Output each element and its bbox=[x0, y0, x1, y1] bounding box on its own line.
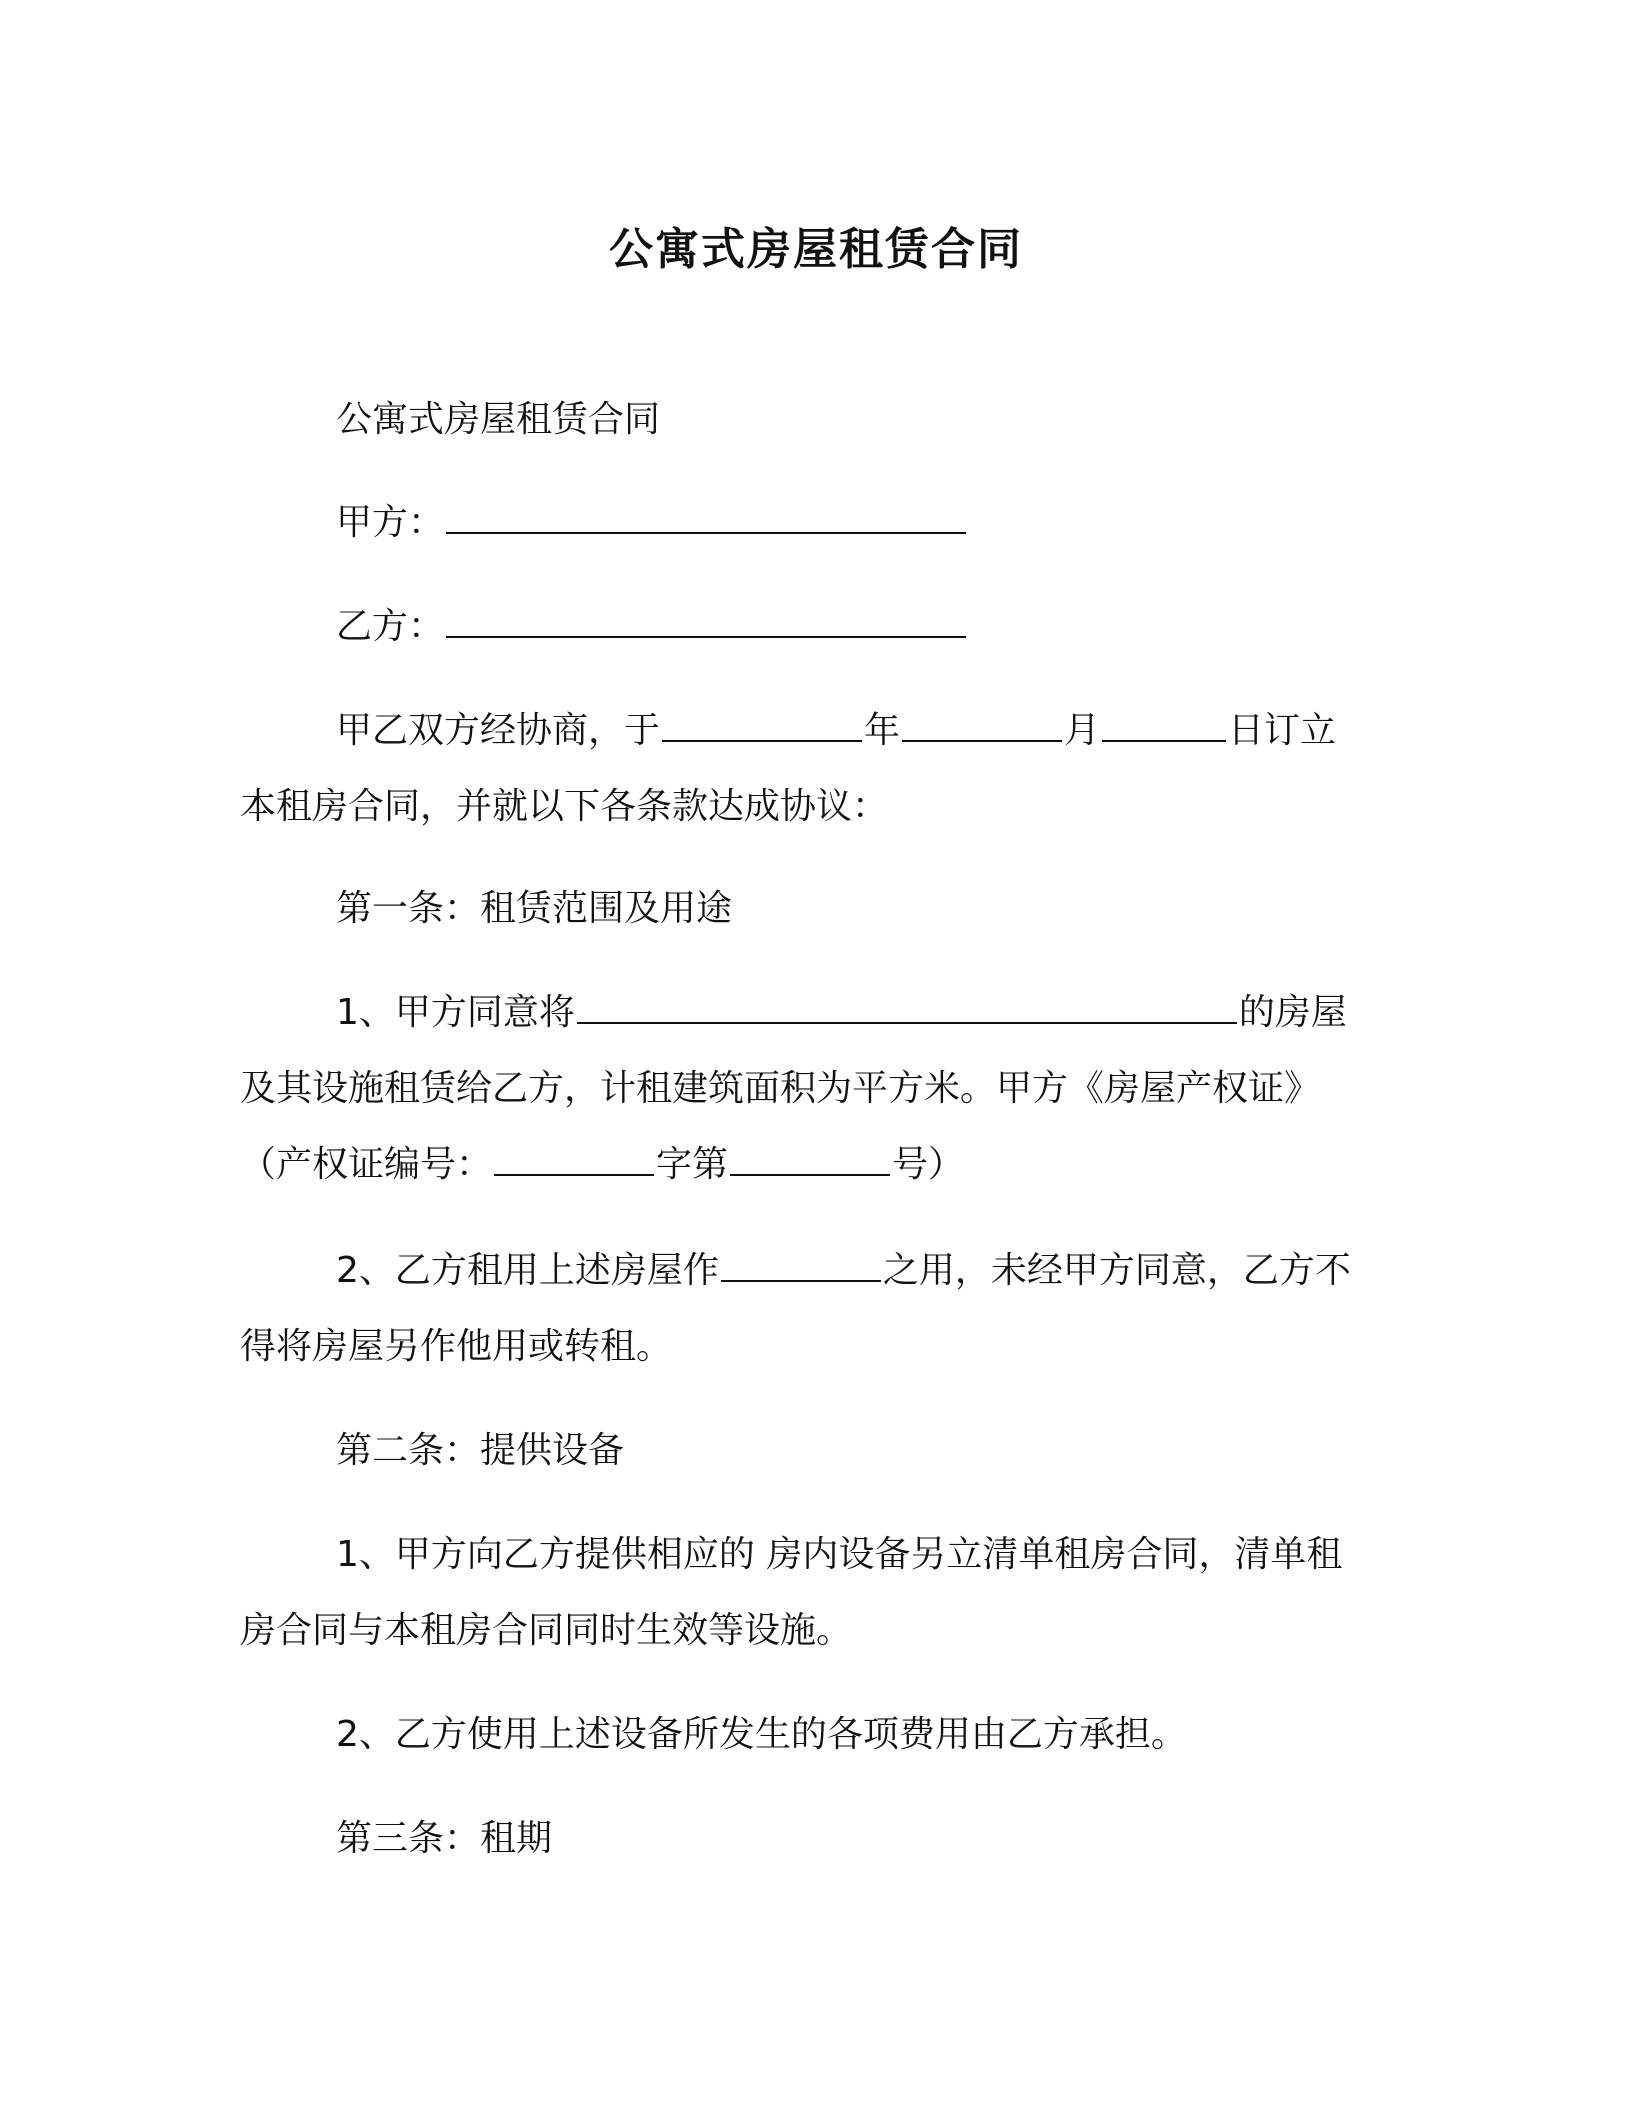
article3-heading: 第三条：租期 bbox=[336, 1818, 553, 1859]
intro-line-2: 本租房合同，并就以下各条款达成协议： bbox=[240, 786, 889, 827]
party-b-blank bbox=[446, 602, 966, 638]
year-label: 年 bbox=[864, 710, 901, 751]
year-blank bbox=[662, 706, 862, 742]
cert-no-blank bbox=[730, 1140, 890, 1176]
article1-item2-line1 bbox=[336, 1246, 1351, 1296]
party-a-label: 甲方： bbox=[336, 502, 445, 543]
usage-blank bbox=[721, 1246, 881, 1282]
article1-item2-text-a: 2、乙方租用上述房屋作 bbox=[336, 1250, 719, 1291]
intro-line-1 bbox=[336, 706, 1336, 756]
party-b-line bbox=[336, 602, 968, 652]
cert-zi-blank bbox=[494, 1140, 654, 1176]
day-label: 日订立 bbox=[1228, 710, 1337, 751]
month-blank bbox=[902, 706, 1062, 742]
article2-item1-line1: 1、甲方向乙方提供相应的 房内设备另立清单租房合同，清单租 bbox=[336, 1534, 1343, 1575]
cert-hao-label: 号） bbox=[892, 1144, 965, 1185]
party-b-label: 乙方： bbox=[336, 606, 445, 647]
article1-item1-line1 bbox=[336, 988, 1347, 1038]
cert-number-label: （产权证编号： bbox=[240, 1144, 493, 1185]
article1-item1-text-b: 的房屋 bbox=[1238, 992, 1347, 1033]
property-address-blank bbox=[577, 988, 1237, 1024]
article2-item2: 2、乙方使用上述设备所发生的各项费用由乙方承担。 bbox=[336, 1714, 1187, 1755]
article1-item1-text-a: 1、甲方同意将 bbox=[336, 992, 575, 1033]
article2-item1-line2: 房合同与本租房合同同时生效等设施。 bbox=[240, 1610, 853, 1651]
party-a-line bbox=[336, 498, 968, 548]
article1-item2-line2: 得将房屋另作他用或转租。 bbox=[240, 1326, 673, 1367]
article1-item1-line2: 及其设施租赁给乙方，计租建筑面积为平方米。甲方《房屋产权证》 bbox=[240, 1068, 1321, 1109]
article1-item2-text-b: 之用，未经甲方同意，乙方不 bbox=[882, 1250, 1351, 1291]
intro-text-a: 甲乙双方经协商，于 bbox=[336, 710, 661, 751]
article1-item1-line3 bbox=[240, 1140, 964, 1190]
month-label: 月 bbox=[1064, 710, 1101, 751]
subtitle: 公寓式房屋租赁合同 bbox=[336, 399, 661, 440]
article1-heading: 第一条：租赁范围及用途 bbox=[336, 888, 733, 929]
document-title: 公寓式房屋租赁合同 bbox=[609, 224, 1023, 275]
cert-zi-label: 字第 bbox=[656, 1144, 729, 1185]
article2-heading: 第二条：提供设备 bbox=[336, 1430, 625, 1471]
day-blank bbox=[1102, 706, 1226, 742]
party-a-blank bbox=[446, 498, 966, 534]
